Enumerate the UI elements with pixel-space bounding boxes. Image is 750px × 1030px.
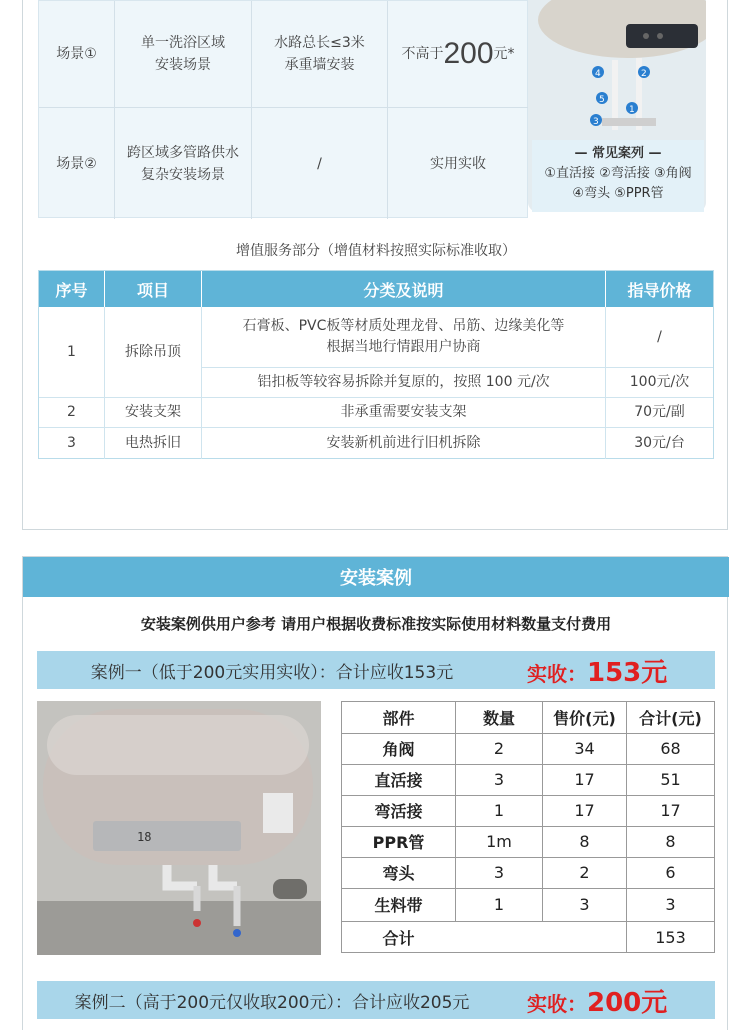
price-number: 200 xyxy=(443,37,494,70)
header-desc: 分类及说明 xyxy=(202,271,605,307)
part-price: 3 xyxy=(579,895,590,914)
row1-item: 拆除吊顶 xyxy=(125,343,181,360)
parts-table xyxy=(341,701,715,953)
case1-actual: 实收：153元 xyxy=(527,657,668,688)
part-name: 弯活接 xyxy=(374,802,423,821)
part-qty: 1m xyxy=(486,832,512,851)
part-qty: 3 xyxy=(493,770,505,789)
part-price: 17 xyxy=(574,801,595,820)
water-heater-photo xyxy=(37,701,321,955)
scenario-2-price: 实用实收 xyxy=(430,155,486,172)
row1-desc2: 铝扣板等较容易拆除并复原的，按照 100 元/次 xyxy=(257,374,550,390)
scenario-2-cond: / xyxy=(317,155,322,172)
part-sum: 3 xyxy=(665,895,676,914)
case1-bar xyxy=(37,651,715,689)
row2-item: 安装支架 xyxy=(125,404,181,420)
row3-desc: 安装新机前进行旧机拆除 xyxy=(326,434,481,451)
parts-header-qty: 数量 xyxy=(482,709,515,728)
price-suffix: 元* xyxy=(493,46,515,62)
row3-item: 电热拆旧 xyxy=(125,434,181,451)
part-sum: 68 xyxy=(660,739,681,758)
row1-price2: 100元/次 xyxy=(629,374,690,390)
header-price: 指导价格 xyxy=(606,271,713,307)
part-price: 17 xyxy=(574,770,595,789)
scenario-1-desc: 单一洗浴区域 安装场景 xyxy=(141,35,225,73)
header-no: 序号 xyxy=(39,271,104,307)
parts-header-price: 售价(元) xyxy=(553,709,616,728)
header-item: 项目 xyxy=(105,271,201,307)
svg-text:18: 18 xyxy=(137,830,152,844)
part-qty: 1 xyxy=(493,801,505,820)
svg-text:5: 5 xyxy=(599,95,605,105)
part-name: 生料带 xyxy=(374,896,423,915)
part-sum: 6 xyxy=(665,863,676,882)
parts-header-sum: 合计(元) xyxy=(639,709,702,728)
part-sum: 17 xyxy=(660,801,681,820)
install-cases-panel xyxy=(22,556,728,1030)
case2-actual: 实收：200元 xyxy=(527,987,668,1018)
case2-bar xyxy=(37,981,715,1019)
install-cases-subtitle: 安装案例供用户参考 请用户根据收费标准按实际使用材料数量支付费用 xyxy=(140,615,612,633)
row2-price: 70元/副 xyxy=(634,404,685,420)
part-name: 弯头 xyxy=(382,864,415,883)
row3-price: 30元/台 xyxy=(634,434,685,451)
row1-price1: / xyxy=(657,328,662,345)
common-cases-line2: ④弯头 ⑤PPR管 xyxy=(572,186,664,201)
row1-no: 1 xyxy=(67,343,76,360)
part-qty: 2 xyxy=(493,739,505,758)
case1-label: 案例一（低于200元实用实收）：合计应收153元 xyxy=(90,662,454,683)
part-price: 2 xyxy=(579,863,590,882)
scenario-table xyxy=(38,0,528,218)
install-cases-title: 安装案例 xyxy=(23,557,729,597)
common-cases-title: — 常见案列 — xyxy=(574,146,662,161)
part-price: 8 xyxy=(579,832,590,851)
scenario-1-cond: 水路总长≤3米 承重墙安装 xyxy=(274,35,365,73)
case2-label: 案例二（高于200元仅收取200元）：合计应收205元 xyxy=(74,992,470,1013)
row3-no: 3 xyxy=(67,434,76,451)
scenario-1-price xyxy=(388,1,528,107)
part-price: 34 xyxy=(574,739,595,758)
parts-total-value: 153 xyxy=(655,928,686,947)
part-name: 角阀 xyxy=(382,740,415,759)
row2-desc: 非承重需要安装支架 xyxy=(340,404,467,420)
common-cases-line1: ①直活接 ②弯活接 ③角阀 xyxy=(544,166,692,181)
part-qty: 3 xyxy=(493,863,505,882)
part-name: 直活接 xyxy=(374,771,423,790)
svg-text:1: 1 xyxy=(629,105,635,115)
part-sum: 8 xyxy=(665,832,676,851)
part-sum: 51 xyxy=(660,770,681,789)
common-cases-box xyxy=(532,140,704,212)
svg-text:3: 3 xyxy=(593,117,599,127)
part-qty: 1 xyxy=(493,895,505,914)
price-prefix: 不高于 xyxy=(401,46,444,62)
row2-no: 2 xyxy=(67,404,76,420)
scenario-2-name: 场景② xyxy=(56,155,97,172)
row1-desc1: 石膏板、PVC板等材质处理龙骨、吊筋、边缘美化等 根据当地行情跟用户协商 xyxy=(242,318,565,355)
scenario-2-desc: 跨区域多管路供水 复杂安装场景 xyxy=(127,144,239,183)
svg-text:4: 4 xyxy=(595,69,601,79)
parts-header-part: 部件 xyxy=(382,709,415,728)
parts-total-label: 合计 xyxy=(382,929,415,948)
scenario-1-name: 场景① xyxy=(56,46,97,62)
svg-text:2: 2 xyxy=(641,69,647,79)
part-name: PPR管 xyxy=(372,833,425,852)
added-service-table xyxy=(38,270,714,459)
added-service-title: 增值服务部分（增值材料按照实际标准收取） xyxy=(236,243,516,259)
